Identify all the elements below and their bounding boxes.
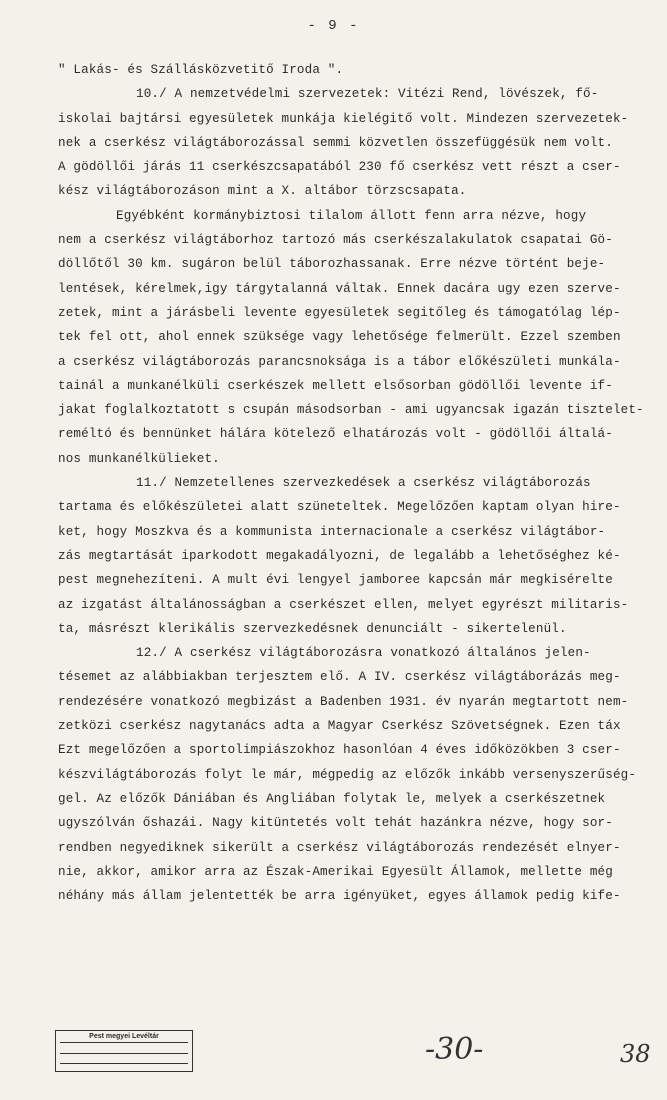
text-line: nek a cserkész világtáborozással semmi közvetlen összefüggésük nem volt.	[58, 135, 613, 150]
text-line: iskolai bajtársi egyesületek munkája kielégitő volt. Mindezen szervezetek-	[58, 111, 629, 126]
text-line: zás megtartását iparkodott megakadályozni, de legalább a lehetőséghez ké-	[58, 548, 621, 563]
text-line: a cserkész világtáborozás parancsnoksága is a tábor előkészületi munkála-	[58, 354, 621, 369]
text-line: Ezt megelőzően a sportolimpiászokhoz hasonlóan 4 éves időközökben 3 cser-	[58, 743, 621, 758]
text-line: tek fel ott, ahol ennek szüksége vagy lehetősége felmerült. Ezzel szemben	[58, 330, 621, 345]
handwritten-page-number: -30-	[425, 1032, 484, 1067]
text-line: ta, másrészt klerikális szervezkedésnek denunciált - sikertelenül.	[58, 621, 567, 636]
text-line: zetek, mint a járásbeli levente egyesületek segitőleg és támogatólag lép-	[58, 305, 621, 320]
text-line: gel. Az előzők Dániában és Angliában folytak le, melyek a cserkészetnek	[58, 791, 606, 806]
text-line: reméltó és bennünket hálára kötelező elhatározás volt - gödöllői általá-	[58, 427, 613, 442]
text-line: néhány más állam jelentették be arra igényüket, egyes államok pedig kife-	[58, 889, 621, 904]
text-line: pest megnehezíteni. A mult évi lengyel jamboree kapcsán már megkisérelte	[58, 573, 613, 588]
stamp-row	[60, 1063, 188, 1064]
text-line: ket, hogy Moszkva és a kommunista internacionale a cserkész világtábor-	[58, 524, 606, 539]
handwritten-number: 38	[620, 1040, 651, 1068]
stamp-row	[60, 1053, 188, 1054]
text-line: ugyszólván őshazái. Nagy kitüntetés volt tehát hazánkra nézve, hogy sor-	[58, 816, 613, 831]
text-line: rendben negyediknek sikerült a cserkész világtáborozás rendezését elnyer-	[58, 840, 621, 855]
text-line: nem a cserkész világtáborhoz tartozó más cserkészalakulatok csapatai Gö-	[58, 233, 613, 248]
text-line: döllőtől 30 km. sugáron belül táborozhassanak. Erre nézve történt beje-	[58, 257, 606, 272]
text-line: az izgatást általánosságban a cserkészet ellen, melyet egyrészt militaris-	[58, 597, 629, 612]
stamp-title: Pest megyei Levéltár	[60, 1031, 188, 1043]
text-line: lentések, kérelmek,igy tárgytalanná váltak. Ennek dacára ugy ezen szerve-	[58, 281, 621, 296]
text-line: kész világtáborozáson mint a X. altábor törzscsapata.	[58, 184, 467, 199]
text-line: nos munkanélkülieket.	[58, 451, 220, 466]
body-text	[58, 58, 643, 908]
text-line: tésemet az alábbiakban terjesztem elő. A IV. cserkész világtáborázás meg-	[58, 670, 621, 685]
text-line: jakat foglalkoztatott s csupán másodsorban - ami ugyancsak igazán tisztelet-	[58, 403, 644, 418]
text-line: tainál a munkanélküli cserkészek mellett elsősorban gödöllői levente if-	[58, 378, 613, 393]
text-line: A gödöllői járás 11 cserkészcsapatából 230 fő cserkész vett részt a cser-	[58, 160, 621, 175]
text-line: 11./ Nemzetellenes szervezkedések a cserkész világtáborozás	[136, 476, 591, 491]
text-line: " Lakás- és Szállásközvetitő Iroda ".	[58, 63, 344, 77]
text-line: Egyébként kormánybiztosi tilalom állott fenn arra nézve, hogy	[116, 208, 587, 223]
text-line: nie, akkor, amikor arra az Észak-Amerikai Egyesült Államok, mellette még	[58, 864, 613, 879]
text-line: készvilágtáborozás folyt le már, mégpedig az előzők inkább versenyszerűség-	[58, 767, 637, 782]
text-line: 10./ A nemzetvédelmi szervezetek: Vitézi Rend, lövészek, fő-	[136, 87, 599, 102]
text-line: zetközi cserkész nagytanács adta a Magyar Cserkész Szövetségnek. Ezen táx	[58, 719, 621, 734]
archive-stamp	[55, 1030, 193, 1072]
text-line: 12./ A cserkész világtáborozásra vonatkozó általános jelen-	[136, 646, 591, 661]
text-line: rendezésére vonatkozó megbizást a Badenben 1931. év nyarán megtartott nem-	[58, 694, 629, 709]
page-number: - 9 -	[307, 18, 360, 34]
text-line: tartama és előkészületei alatt szüneteltek. Megelőzően kaptam olyan hire-	[58, 500, 621, 515]
